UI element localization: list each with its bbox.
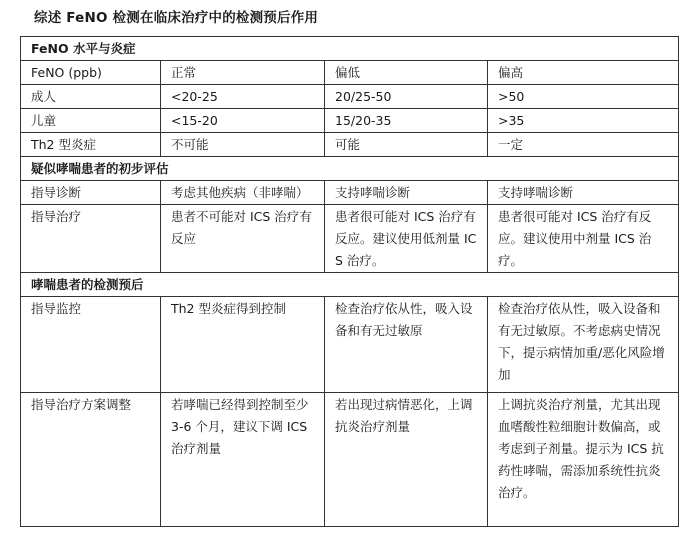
table-cell: <20-25: [161, 85, 325, 109]
table-cell: 偏低: [325, 61, 488, 85]
table-cell: 支持哮喘诊断: [325, 181, 488, 205]
table-cell: 15/20-35: [325, 109, 488, 133]
table-cell: >35: [488, 109, 679, 133]
table-cell: 一定: [488, 133, 679, 157]
feno-table: [20, 36, 679, 527]
table-cell: 指导监控: [21, 297, 161, 393]
table-cell: 支持哮喘诊断: [488, 181, 679, 205]
table-cell: FeNO (ppb): [21, 61, 161, 85]
section-heading-initial: 疑似哮喘患者的初步评估: [21, 157, 679, 181]
table-cell: 偏高: [488, 61, 679, 85]
table-cell: 患者很可能对 ICS 治疗有反应。建议使用低剂量 ICS 治疗。: [325, 205, 488, 273]
table-cell: 患者很可能对 ICS 治疗有反应。建议使用中剂量 ICS 治疗。: [488, 205, 679, 273]
table-cell: >50: [488, 85, 679, 109]
table-cell: Th2 型炎症得到控制: [161, 297, 325, 393]
table-cell: 20/25-50: [325, 85, 488, 109]
table-cell: 考虑其他疾病（非哮喘）: [161, 181, 325, 205]
table-cell: 正常: [161, 61, 325, 85]
table-cell: 检查治疗依从性，吸入设备和有无过敏原: [325, 297, 488, 393]
table-cell: 不可能: [161, 133, 325, 157]
table-cell: <15-20: [161, 109, 325, 133]
table-cell: 上调抗炎治疗剂量，尤其出现血嗜酸性粒细胞计数偏高，或考虑到子剂量。提示为 ICS 抗药性哮喘，需添加系统性抗炎治疗。: [488, 393, 679, 527]
table-cell: 可能: [325, 133, 488, 157]
table-cell: 指导治疗: [21, 205, 161, 273]
table-cell: 若哮喘已经得到控制至少 3-6 个月，建议下调 ICS 治疗剂量: [161, 393, 325, 527]
table-cell: 若出现过病情恶化，上调抗炎治疗剂量: [325, 393, 488, 527]
table-cell: 儿童: [21, 109, 161, 133]
table-cell: 检查治疗依从性，吸入设备和有无过敏原。不考虑病史情况下，提示病情加重/恶化风险增加: [488, 297, 679, 393]
table-cell: 成人: [21, 85, 161, 109]
table-cell: 指导诊断: [21, 181, 161, 205]
section-heading-levels: FeNO 水平与炎症: [21, 37, 679, 61]
section-heading-prognosis: 哮喘患者的检测预后: [21, 273, 679, 297]
document-title: 综述 FeNO 检测在临床治疗中的检测预后作用: [34, 10, 319, 26]
table-cell: 患者不可能对 ICS 治疗有反应: [161, 205, 325, 273]
table-cell: 指导治疗方案调整: [21, 393, 161, 527]
table-cell: Th2 型炎症: [21, 133, 161, 157]
